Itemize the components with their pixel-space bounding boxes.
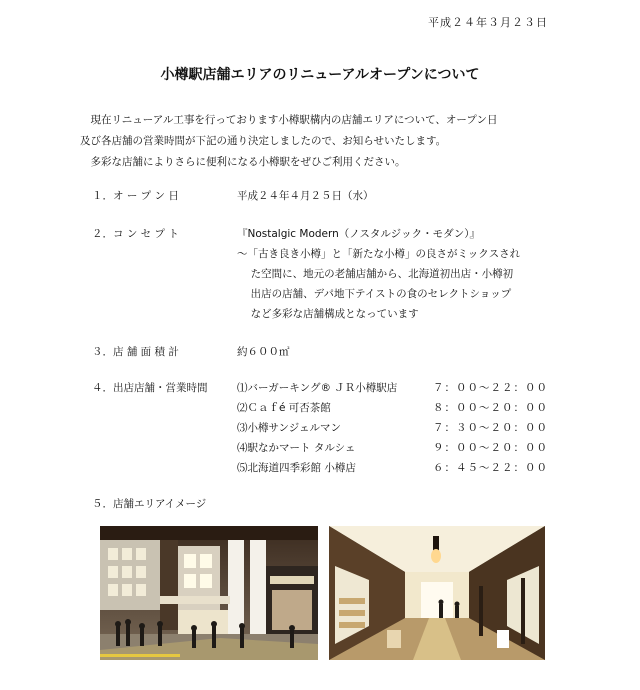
store-row bbox=[237, 378, 567, 398]
area-label: ３．店 舗 面 積 計 bbox=[92, 346, 179, 358]
corridor-rendering-image bbox=[329, 526, 545, 660]
store-hours: ７：００～２２：００ bbox=[433, 382, 548, 394]
store-hours: ６：４５～２２：００ bbox=[433, 462, 548, 474]
intro-line: 現在リニューアル工事を行っております小樽駅構内の店舗エリアについて、オープン日 bbox=[90, 114, 498, 126]
store-name: ⑶小樽サンジェルマン bbox=[237, 422, 342, 434]
concept-line: ～「古き良き小樽」と「新たな小樽」の良さがミックスされ bbox=[237, 248, 521, 260]
store-row bbox=[237, 398, 567, 418]
concept-line: た空間に、地元の老舗店舗から、北海道初出店・小樽初 bbox=[250, 268, 514, 280]
intro-line: 及び各店舗の営業時間が下記の通り決定しましたので、お知らせいたします。 bbox=[80, 135, 447, 147]
concourse-rendering-graphic bbox=[100, 526, 318, 660]
concept-line: 『Nostalgic Modern（ノスタルジック・モダン）』 bbox=[237, 228, 480, 240]
document-date: 平成２４年３月２３日 bbox=[428, 16, 548, 29]
store-name: ⑷駅なかマート タルシェ bbox=[237, 442, 356, 454]
concept-text bbox=[237, 224, 567, 324]
concept-line: など多彩な店舗構成となっています bbox=[250, 308, 419, 320]
image-section-label: ５．店舗エリアイメージ bbox=[92, 498, 207, 510]
store-row bbox=[237, 418, 567, 438]
open-date-label: １．オ ー プ ン 日 bbox=[92, 190, 179, 202]
stores-label: ４．出店店舗・営業時間 bbox=[92, 382, 208, 394]
area-value: 約６００㎡ bbox=[237, 346, 290, 358]
concept-label: ２．コ ン セ プ ト bbox=[92, 228, 179, 240]
store-hours: ９：００～２０：００ bbox=[433, 442, 548, 454]
open-date-value: 平成２４年４月２５日（水） bbox=[237, 190, 374, 202]
store-name: ⑸北海道四季彩館 小樽店 bbox=[237, 462, 356, 474]
document-title: 小樽駅店舗エリアのリニューアルオープンについて bbox=[160, 67, 480, 83]
store-name: ⑵Ｃａｆé 可否茶館 bbox=[237, 402, 331, 414]
store-hours: ７：３０～２０：００ bbox=[433, 422, 548, 434]
corridor-rendering-graphic bbox=[329, 526, 545, 660]
store-hours: ８：００～２０：００ bbox=[433, 402, 548, 414]
store-name: ⑴バーガーキング® ＪＲ小樽駅店 bbox=[237, 382, 398, 394]
concourse-rendering-image bbox=[100, 526, 318, 660]
store-row bbox=[237, 438, 567, 458]
intro-line: 多彩な店舗によりさらに便利になる小樽駅をぜひご利用ください。 bbox=[90, 156, 406, 168]
store-row bbox=[237, 458, 567, 478]
intro-paragraph bbox=[80, 110, 560, 173]
concept-line: 出店の店舗、デパ地下テイストの食のセレクトショップ bbox=[250, 288, 512, 300]
store-list bbox=[237, 378, 567, 478]
